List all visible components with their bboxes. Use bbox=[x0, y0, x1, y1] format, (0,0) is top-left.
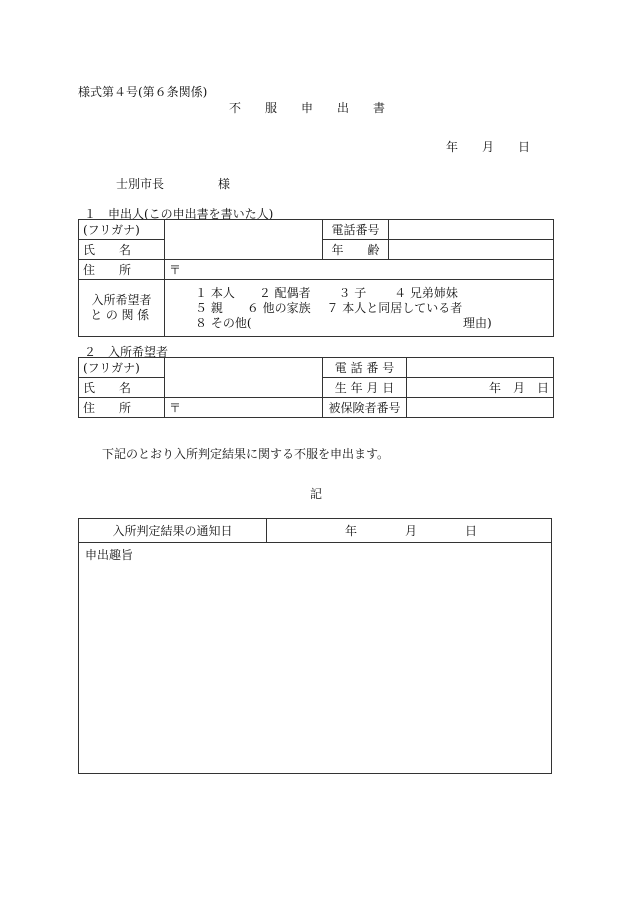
form-number: 様式第４号(第６条関係) bbox=[78, 85, 208, 99]
notice-row bbox=[79, 519, 551, 543]
resident-phone-label: 電 話 番 号 bbox=[323, 358, 407, 378]
resident-name-label: 氏 名 bbox=[79, 378, 165, 398]
resident-address-label: 住 所 bbox=[79, 398, 165, 418]
resident-insured-field[interactable] bbox=[407, 398, 554, 418]
honorific: 様 bbox=[218, 177, 231, 191]
notice-month: 月 bbox=[405, 524, 418, 538]
applicant-phone-label: 電話番号 bbox=[323, 220, 389, 240]
relation-options[interactable] bbox=[165, 280, 554, 337]
relation-line-3 bbox=[195, 316, 549, 331]
resident-name-field[interactable] bbox=[165, 358, 323, 398]
addressee: 士別市長 bbox=[116, 177, 165, 191]
applicant-address-field[interactable] bbox=[165, 260, 554, 280]
resident-phone-field[interactable] bbox=[407, 358, 554, 378]
reason-label: 申出趣旨 bbox=[85, 548, 134, 562]
ki-mark: 記 bbox=[310, 487, 323, 501]
statement: 下記のとおり入所判定結果に関する不服を申出ます。 bbox=[102, 447, 390, 461]
notice-box bbox=[78, 518, 552, 774]
applicant-table bbox=[78, 219, 554, 337]
applicant-name-field[interactable] bbox=[165, 220, 323, 260]
applicant-address-label: 住 所 bbox=[79, 260, 165, 280]
section1-heading: １ 申出人(この申出書を書いた人) bbox=[84, 207, 274, 221]
resident-insured-label: 被保険者番号 bbox=[323, 398, 407, 418]
relation-label bbox=[79, 280, 165, 337]
page-title: 不 服 申 出 書 bbox=[229, 101, 386, 115]
relation-other: ８ その他( bbox=[195, 315, 252, 330]
relation-label-line1: 入所希望者 bbox=[91, 293, 152, 307]
postal-mark: 〒 bbox=[169, 401, 182, 415]
applicant-age-field[interactable] bbox=[389, 240, 554, 260]
relation-label-line2: との関係 bbox=[90, 308, 153, 322]
resident-table bbox=[78, 357, 554, 418]
notice-day: 日 bbox=[465, 524, 478, 538]
resident-address-field[interactable] bbox=[165, 398, 323, 418]
notice-year: 年 bbox=[345, 524, 358, 538]
reason-field[interactable] bbox=[79, 563, 551, 773]
resident-birth-label: 生 年 月 日 bbox=[323, 378, 407, 398]
applicant-furigana-label: (フリガナ) bbox=[79, 220, 165, 240]
section2-heading: ２ 入所希望者 bbox=[84, 345, 169, 359]
applicant-phone-field[interactable] bbox=[389, 220, 554, 240]
relation-line-2: ５ 親 ６ 他の家族 ７ 本人と同居している者 bbox=[195, 300, 463, 315]
relation-line-1: １ 本人 ２ 配偶者 ３ 子 ４ 兄弟姉妹 bbox=[195, 285, 458, 300]
notice-label: 入所判定結果の通知日 bbox=[79, 519, 267, 542]
resident-furigana-label: (フリガナ) bbox=[79, 358, 165, 378]
resident-birth-field[interactable]: 年 月 日 bbox=[407, 378, 554, 398]
postal-mark: 〒 bbox=[169, 263, 182, 277]
relation-reason: 理由) bbox=[463, 315, 492, 330]
date-line: 年 月 日 bbox=[446, 140, 531, 154]
notice-date-field[interactable] bbox=[267, 519, 551, 542]
applicant-age-label: 年 齢 bbox=[323, 240, 389, 260]
applicant-name-label: 氏 名 bbox=[79, 240, 165, 260]
